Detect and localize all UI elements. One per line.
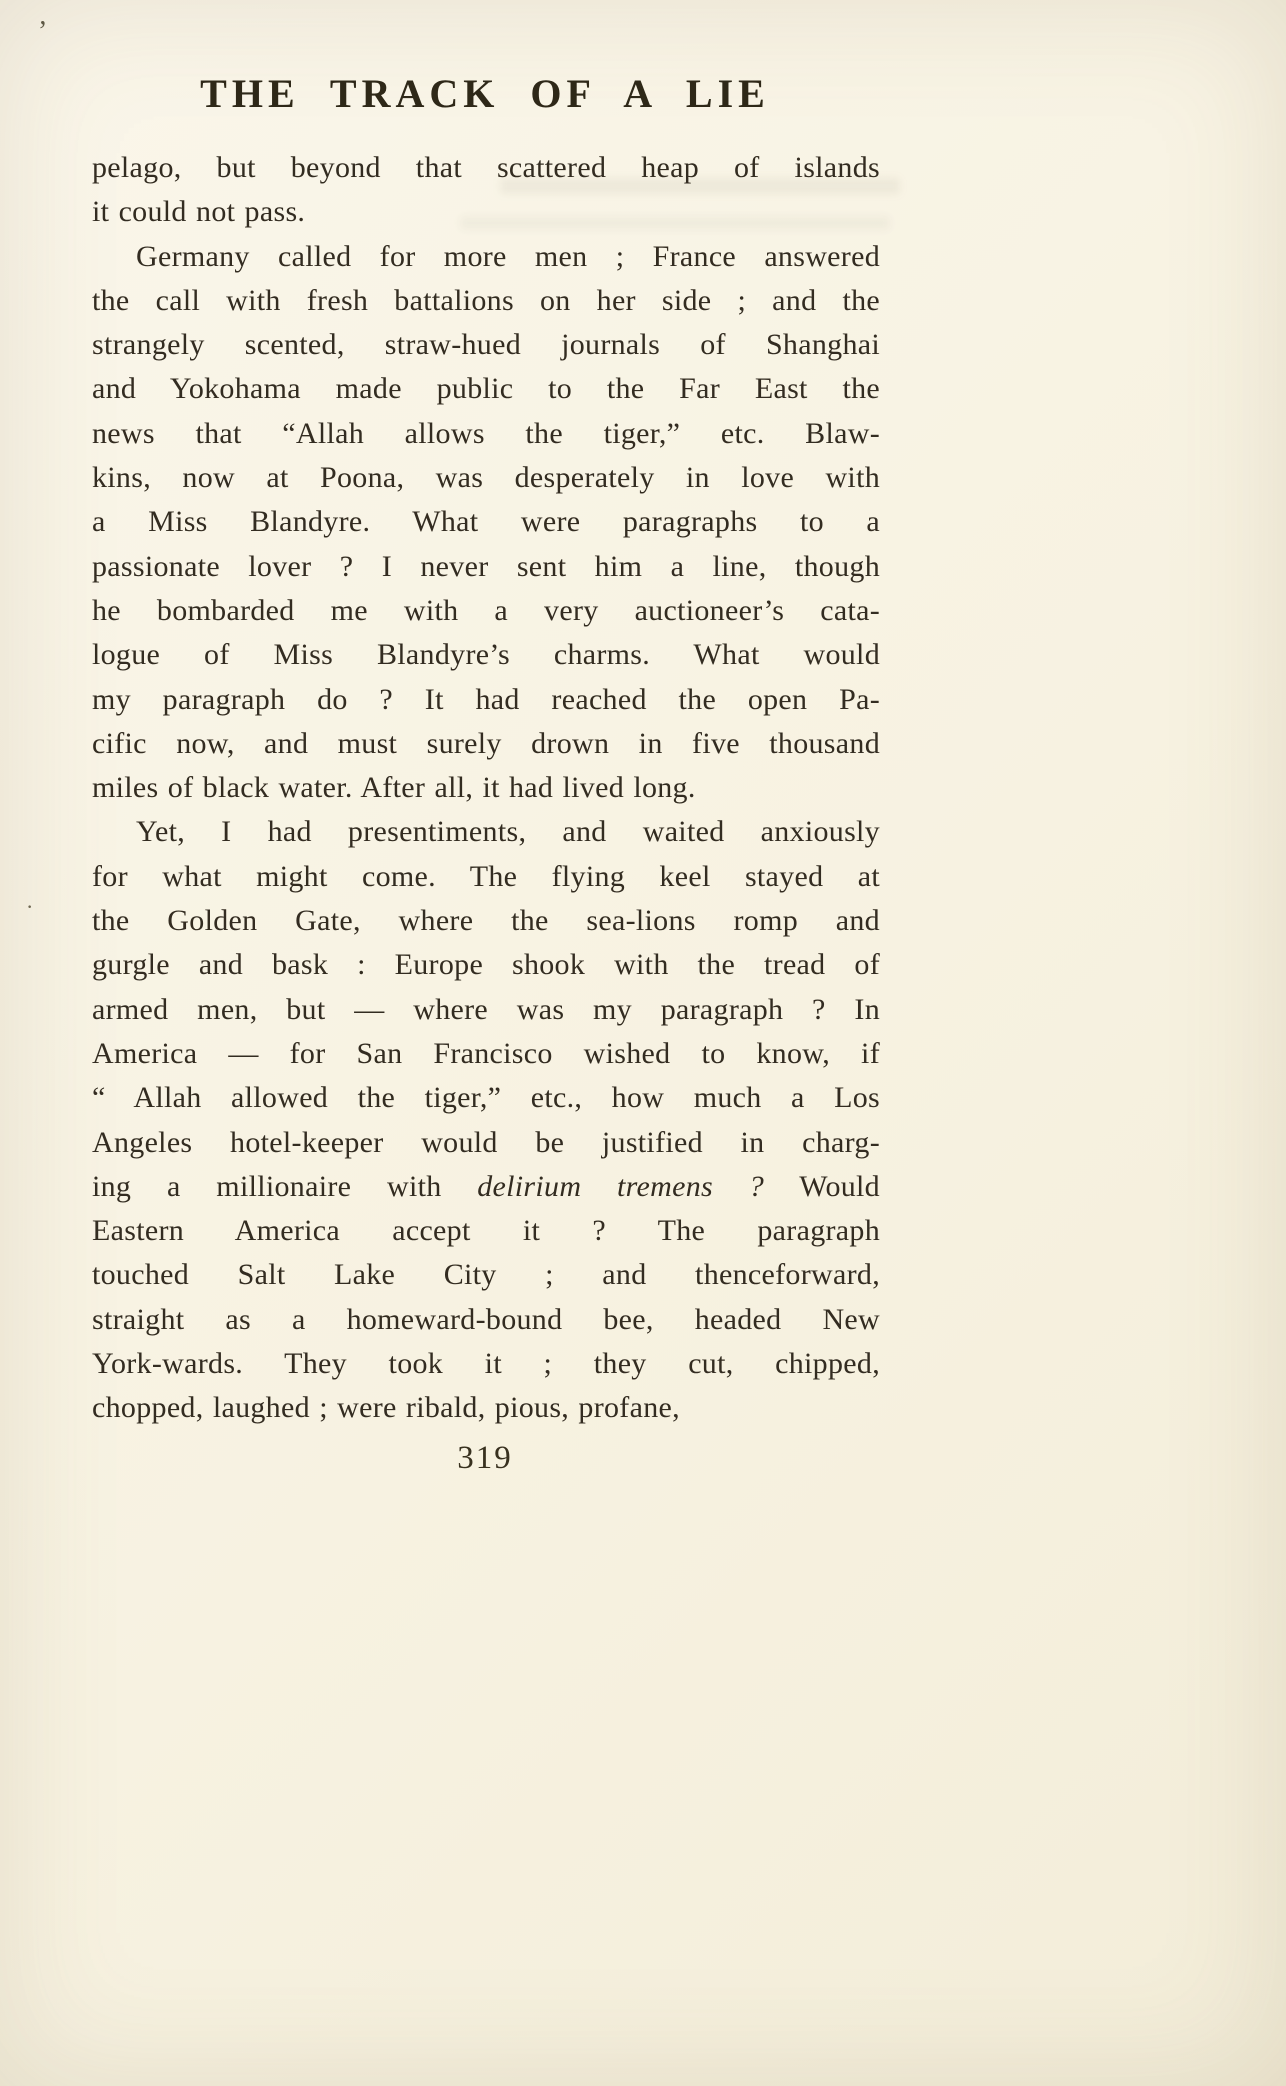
text-line: Germany called for more men ; France answered <box>136 239 880 273</box>
text-line: ing a millionaire with delirium tremens ? Would <box>92 1169 880 1203</box>
text-line: strangely scented, straw-hued journals of Shanghai <box>92 328 880 362</box>
text-line: chopped, laughed ; were ribald, pious, profane, <box>92 1391 680 1425</box>
text-line: passionate lover ? I never sent him a line, though <box>92 549 880 583</box>
text-line: Eastern America accept it ? The paragraph <box>92 1214 880 1248</box>
text-line: gurgle and bask : Europe shook with the tread of <box>92 948 880 982</box>
page-number: 319 <box>457 1440 513 1476</box>
text-line: Angeles hotel-keeper would be justified in charg- <box>92 1125 880 1159</box>
text-line: logue of Miss Blandyre’s charms. What would <box>92 638 880 672</box>
paragraph <box>92 146 880 235</box>
text-line: news that “Allah allows the tiger,” etc. Blaw- <box>92 416 880 450</box>
text-line: the Golden Gate, where the sea-lions romp and <box>92 904 880 938</box>
text-line: he bombarded me with a very auctioneer’s cata- <box>92 593 880 627</box>
paragraph <box>92 810 880 1430</box>
text-line: kins, now at Poona, was desperately in love with <box>92 461 880 495</box>
text-line: cific now, and must surely drown in five thousand <box>92 726 880 760</box>
page-title: THE TRACK OF A LIE <box>200 71 770 116</box>
text-block <box>92 146 880 1431</box>
text-line: touched Salt Lake City ; and thenceforward, <box>92 1258 880 1292</box>
text-line: pelago, but beyond that scattered heap of islands <box>92 151 880 184</box>
paragraph <box>92 235 880 811</box>
scan-mark-top-left: ’ <box>38 16 48 47</box>
text-line: Yet, I had presentiments, and waited anxiously <box>136 815 880 849</box>
text-line: York-wards. They took it ; they cut, chipped, <box>92 1347 880 1381</box>
text-line: my paragraph do ? It had reached the open Pa- <box>92 682 880 716</box>
text-line: it could not pass. <box>92 195 306 229</box>
text-line: and Yokohama made public to the Far East the <box>92 372 880 406</box>
text-line: straight as a homeward-bound bee, headed New <box>92 1302 880 1336</box>
text-line: for what might come. The flying keel stayed at <box>92 859 880 893</box>
text-line: “ Allah allowed the tiger,” etc., how much a Los <box>92 1081 880 1115</box>
text-line: a Miss Blandyre. What were paragraphs to a <box>92 505 880 539</box>
text-line: the call with fresh battalions on her side ; and the <box>92 283 880 317</box>
text-line: miles of black water. After all, it had lived long. <box>92 771 696 805</box>
text-line: armed men, but — where was my paragraph ? In <box>92 992 880 1026</box>
text-line: America — for San Francisco wished to know, if <box>92 1036 880 1070</box>
scan-mark-left-margin: · <box>26 894 34 919</box>
